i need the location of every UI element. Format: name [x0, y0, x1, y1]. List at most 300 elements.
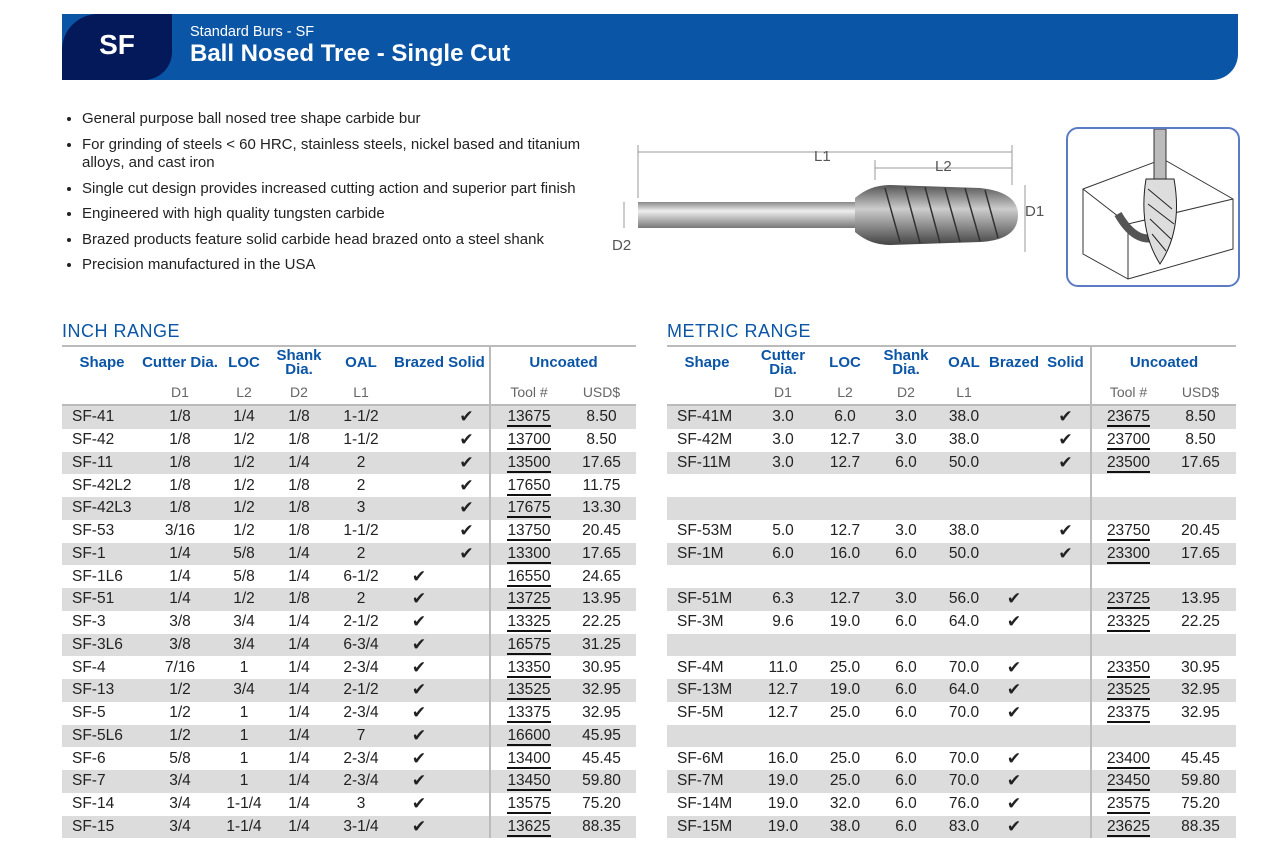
loc-cell: 1/4: [233, 408, 255, 426]
solid-check-icon: ✔: [459, 475, 474, 495]
table-row: [62, 497, 636, 520]
oal-cell: 2-1/2: [343, 681, 379, 699]
shape-cell: SF-53: [72, 522, 115, 540]
shank-dia-cell: 1/4: [288, 681, 310, 699]
brazed-check-icon: ✔: [1006, 703, 1022, 723]
solid-check-icon: ✔: [459, 543, 474, 563]
shape-cell: SF-1: [72, 544, 106, 562]
table-row: [62, 679, 636, 702]
series-code: SF: [99, 29, 135, 60]
shank-dia-cell: [871, 497, 941, 520]
tool-number-link[interactable]: 23575: [1106, 795, 1151, 813]
col-header-loc: LOC: [829, 354, 861, 371]
tool-number-link[interactable]: 13400: [507, 749, 551, 767]
table-row: [667, 611, 1236, 634]
cutter-dia-cell: [747, 474, 819, 497]
col-header-cutter: Cutter Dia.: [760, 347, 806, 378]
col-header-shank: Shank Dia.: [276, 347, 322, 378]
loc-cell: [819, 497, 871, 520]
price-cell: 22.25: [1181, 613, 1220, 631]
shape-cell: [667, 497, 747, 520]
shape-cell: SF-5L6: [72, 726, 123, 744]
shank-dia-cell: 1/4: [288, 795, 310, 813]
feature-item: • Single cut design provides increased cutting action and superior part finish: [82, 180, 622, 199]
brazed-check-icon: [394, 497, 444, 520]
cutter-dia-cell: 9.6: [772, 613, 794, 631]
oal-cell: 64.0: [948, 613, 980, 631]
solid-check-icon: [1041, 474, 1091, 497]
price-cell: 11.75: [582, 476, 621, 494]
cutter-dia-cell: 3/4: [169, 772, 191, 790]
shape-cell: SF-11: [72, 453, 114, 471]
col-symbol-l1: L1: [328, 379, 394, 405]
table-row: [667, 520, 1236, 543]
brazed-check-icon: ✔: [411, 725, 427, 745]
shape-cell: SF-41: [72, 408, 115, 426]
tool-number-link[interactable]: 17650: [507, 476, 551, 494]
oal-cell: 2-1/2: [343, 613, 379, 631]
oal-cell: 38.0: [948, 522, 980, 540]
shank-dia-cell: 6.0: [895, 544, 917, 562]
cutter-dia-cell: 1/8: [169, 408, 191, 426]
shank-dia-cell: 1/4: [288, 726, 310, 744]
oal-cell: [941, 725, 987, 748]
price-cell: [1165, 497, 1236, 520]
price-cell: [1165, 474, 1236, 497]
table-row: [62, 520, 636, 543]
table-row: [667, 770, 1236, 793]
cutter-dia-cell: 3/4: [169, 795, 191, 813]
loc-cell: 3/4: [233, 613, 255, 631]
loc-cell: 1: [239, 726, 249, 744]
shank-dia-cell: 1/8: [288, 499, 310, 517]
oal-cell: 70.0: [948, 772, 980, 790]
table-row: [667, 588, 1236, 611]
tool-number-link[interactable]: 23350: [1106, 658, 1151, 676]
price-cell: [1165, 634, 1236, 657]
dim-d1: D1: [1025, 203, 1045, 220]
solid-check-icon: [444, 793, 490, 816]
oal-cell: 2: [356, 476, 366, 494]
shape-cell: SF-1L6: [72, 567, 123, 585]
table-row: [62, 543, 636, 566]
solid-check-icon: [1041, 770, 1091, 793]
tool-number-link[interactable]: 13725: [507, 590, 551, 608]
shank-dia-cell: 1/4: [288, 635, 310, 653]
oal-cell: 38.0: [948, 408, 980, 426]
tool-number-link[interactable]: 16600: [507, 726, 551, 744]
brazed-check-icon: [987, 474, 1041, 497]
cutter-dia-cell: 1/4: [169, 590, 191, 608]
shape-cell: SF-42: [72, 431, 115, 449]
oal-cell: 6-3/4: [343, 635, 379, 653]
shank-dia-cell: 1/4: [288, 544, 310, 562]
solid-check-icon: [1041, 634, 1091, 657]
oal-cell: 6-1/2: [343, 567, 379, 585]
oal-cell: [941, 474, 987, 497]
solid-check-icon: [1041, 816, 1091, 839]
table-row: [62, 747, 636, 770]
shank-dia-cell: [871, 725, 941, 748]
shape-cell: SF-15: [72, 817, 115, 835]
tool-number-link[interactable]: 13525: [507, 681, 551, 699]
oal-cell: 70.0: [948, 704, 980, 722]
loc-cell: 25.0: [829, 704, 861, 722]
brazed-check-icon: [987, 520, 1041, 543]
shape-cell: SF-7: [72, 772, 106, 790]
price-cell: 32.95: [582, 681, 621, 699]
price-cell: 8.50: [1185, 408, 1216, 426]
tool-number-link[interactable]: 13300: [507, 544, 551, 562]
shank-dia-cell: 3.0: [895, 522, 917, 540]
solid-check-icon: [1041, 565, 1091, 588]
shape-cell: [667, 565, 747, 588]
table-row: [62, 634, 636, 657]
shank-dia-cell: [871, 634, 941, 657]
tool-number-link[interactable]: 13375: [507, 704, 551, 722]
brazed-check-icon: ✔: [1006, 771, 1022, 791]
cutter-dia-cell: 5.0: [772, 522, 794, 540]
shape-cell: [667, 725, 747, 748]
shank-dia-cell: 6.0: [895, 749, 917, 767]
tool-number-link[interactable]: 13750: [507, 522, 551, 540]
shank-dia-cell: 6.0: [895, 453, 917, 471]
cutter-dia-cell: [747, 565, 819, 588]
price-cell: 17.65: [1181, 544, 1220, 562]
cutter-dia-cell: 1/2: [169, 726, 191, 744]
inch-range-table: [62, 345, 636, 838]
tool-number-link[interactable]: 13700: [507, 431, 551, 449]
price-cell: 20.45: [582, 522, 621, 540]
feature-item: • For grinding of steels < 60 HRC, stainless steels, nickel based and titanium alloys, and cast iron: [82, 136, 622, 173]
brazed-check-icon: ✔: [1006, 680, 1022, 700]
solid-check-icon: ✔: [459, 452, 474, 472]
oal-cell: 2-3/4: [343, 749, 379, 767]
price-cell: [1165, 725, 1236, 748]
solid-check-icon: [1041, 702, 1091, 725]
col-header-usd: USD$: [567, 379, 636, 405]
price-cell: 32.95: [1181, 704, 1220, 722]
price-cell: 8.50: [586, 431, 617, 449]
feature-item: • Precision manufactured in the USA: [82, 256, 622, 275]
cutter-dia-cell: 16.0: [767, 749, 799, 767]
col-symbol-l2: L2: [819, 379, 871, 405]
feature-item: • Engineered with high quality tungsten carbide: [82, 205, 622, 224]
solid-check-icon: [444, 702, 490, 725]
shape-cell: SF-14: [72, 795, 115, 813]
solid-check-icon: [444, 588, 490, 611]
tool-number-link[interactable]: 23375: [1106, 704, 1151, 722]
cutter-dia-cell: 1/8: [169, 499, 191, 517]
tool-number-link[interactable]: 23500: [1106, 453, 1151, 471]
tool-number-link[interactable]: 23675: [1106, 408, 1151, 426]
brazed-check-icon: [394, 543, 444, 566]
brazed-check-icon: [987, 452, 1041, 475]
tool-number-link[interactable]: 23700: [1106, 431, 1151, 449]
shape-cell: SF-14M: [677, 795, 733, 813]
brazed-check-icon: [394, 520, 444, 543]
tool-number-link[interactable]: 23725: [1106, 590, 1151, 608]
price-cell: 8.50: [1185, 431, 1216, 449]
shape-cell: SF-7M: [677, 772, 724, 790]
loc-cell: 12.7: [829, 590, 861, 608]
oal-cell: 2-3/4: [343, 658, 379, 676]
cutter-dia-cell: 5/8: [169, 749, 191, 767]
shank-dia-cell: 3.0: [895, 431, 917, 449]
col-symbol-d1: D1: [747, 379, 819, 405]
brazed-check-icon: [987, 429, 1041, 452]
tool-number-link[interactable]: 13500: [507, 453, 551, 471]
feature-item: • Brazed products feature solid carbide head brazed onto a steel shank: [82, 231, 622, 250]
brazed-check-icon: ✔: [411, 589, 427, 609]
col-header-cutter: Cutter Dia.: [142, 354, 218, 371]
oal-cell: 70.0: [948, 658, 980, 676]
oal-cell: 56.0: [948, 590, 980, 608]
shank-dia-cell: 6.0: [895, 817, 917, 835]
shape-cell: SF-42M: [677, 431, 733, 449]
loc-cell: 5/8: [233, 567, 255, 585]
shank-dia-cell: 1/4: [288, 817, 310, 835]
tool-number-link[interactable]: 16575: [507, 635, 551, 653]
price-cell: 88.35: [1181, 817, 1220, 835]
shape-cell: SF-3L6: [72, 635, 123, 653]
col-header-shape: Shape: [684, 354, 730, 371]
cutter-dia-cell: 12.7: [767, 681, 799, 699]
col-header-shank: Shank Dia.: [883, 347, 929, 378]
loc-cell: 1/2: [233, 431, 255, 449]
cutter-dia-cell: 1/8: [169, 431, 191, 449]
solid-check-icon: ✔: [459, 430, 474, 450]
oal-cell: 64.0: [948, 681, 980, 699]
cutter-dia-cell: 6.0: [772, 544, 794, 562]
table-row: [62, 611, 636, 634]
cutter-dia-cell: 3/4: [169, 817, 191, 835]
col-header-brazed: Brazed: [988, 354, 1040, 371]
table-row: [667, 565, 1236, 588]
tool-number-link[interactable]: 16550: [507, 567, 551, 585]
table-row: [667, 793, 1236, 816]
loc-cell: 5/8: [233, 544, 255, 562]
shape-cell: SF-6: [72, 749, 106, 767]
shank-dia-cell: [871, 565, 941, 588]
tool-number-link[interactable]: 23750: [1106, 522, 1151, 540]
inch-range-title: INCH RANGE: [62, 321, 181, 341]
shape-cell: SF-5: [72, 704, 106, 722]
loc-cell: 25.0: [829, 658, 861, 676]
tool-number-link[interactable]: 13675: [507, 408, 551, 426]
shank-dia-cell: 1/4: [288, 453, 310, 471]
table-row: [62, 702, 636, 725]
table-row: [62, 452, 636, 475]
dim-l1: L1: [814, 148, 831, 165]
solid-check-icon: [1041, 588, 1091, 611]
brazed-check-icon: ✔: [1006, 589, 1022, 609]
table-row: [62, 588, 636, 611]
loc-cell: [819, 474, 871, 497]
loc-cell: [819, 634, 871, 657]
brazed-check-icon: ✔: [411, 794, 427, 814]
cutter-dia-cell: 1/2: [169, 704, 191, 722]
solid-check-icon: ✔: [459, 498, 474, 518]
cutter-dia-cell: 1/4: [169, 544, 191, 562]
loc-cell: 38.0: [829, 817, 861, 835]
price-cell: 45.45: [582, 749, 621, 767]
table-row: [667, 429, 1236, 452]
shank-dia-cell: 1/4: [288, 658, 310, 676]
brazed-check-icon: [394, 405, 444, 429]
shank-dia-cell: 3.0: [895, 408, 917, 426]
table-row: [667, 816, 1236, 839]
shape-cell: SF-51M: [677, 590, 733, 608]
shank-dia-cell: 6.0: [895, 681, 917, 699]
shape-cell: SF-3: [72, 613, 106, 631]
shape-cell: SF-3M: [677, 613, 724, 631]
solid-check-icon: [444, 725, 490, 748]
brazed-check-icon: [987, 405, 1041, 429]
dim-d2: D2: [612, 237, 632, 254]
shank-dia-cell: 1/8: [288, 476, 310, 494]
loc-cell: 19.0: [829, 681, 861, 699]
table-row: [667, 702, 1236, 725]
cutter-dia-cell: 19.0: [767, 817, 799, 835]
price-cell: 32.95: [1181, 681, 1220, 699]
brazed-check-icon: [987, 634, 1041, 657]
table-row: [667, 656, 1236, 679]
price-cell: 8.50: [586, 408, 617, 426]
cutter-dia-cell: 7/16: [164, 658, 196, 676]
shank-dia-cell: 3.0: [895, 590, 917, 608]
price-cell: 45.95: [582, 726, 621, 744]
loc-cell: [819, 565, 871, 588]
brazed-check-icon: [987, 543, 1041, 566]
col-symbol-l2: L2: [218, 379, 270, 405]
price-cell: 31.25: [582, 635, 621, 653]
table-row: [667, 634, 1236, 657]
col-header-shape: Shape: [79, 354, 125, 371]
tool-number-link[interactable]: 13350: [507, 658, 551, 676]
tool-number-link[interactable]: 13450: [507, 772, 551, 790]
col-header-tool: Tool #: [490, 379, 567, 405]
oal-cell: 2: [356, 453, 366, 471]
header-subtitle: Standard Burs - SF: [190, 24, 315, 40]
cutter-dia-cell: 11.0: [768, 658, 798, 676]
oal-cell: 3: [356, 795, 366, 813]
cutter-dia-cell: 3/8: [169, 613, 191, 631]
price-cell: 13.95: [1181, 590, 1220, 608]
loc-cell: [819, 725, 871, 748]
tool-number-link[interactable]: 23625: [1106, 817, 1151, 835]
brazed-check-icon: ✔: [1006, 794, 1022, 814]
shape-cell: SF-6M: [677, 749, 724, 767]
table-row: [667, 474, 1236, 497]
tool-number-link[interactable]: 23400: [1106, 749, 1151, 767]
brazed-check-icon: ✔: [411, 634, 427, 654]
table-row: [62, 725, 636, 748]
shank-dia-cell: 6.0: [895, 795, 917, 813]
cutter-dia-cell: 19.0: [767, 795, 799, 813]
series-code-tab: [62, 14, 172, 80]
loc-cell: 1/2: [233, 476, 255, 494]
loc-cell: 1/2: [233, 453, 255, 471]
table-row: [667, 725, 1236, 748]
loc-cell: 1-1/4: [226, 817, 262, 835]
brazed-check-icon: [394, 452, 444, 475]
shank-dia-cell: 6.0: [895, 772, 917, 790]
col-header-oal: OAL: [345, 354, 377, 371]
col-symbol-d2: D2: [270, 379, 328, 405]
price-cell: 17.65: [582, 453, 621, 471]
shank-dia-cell: 1/4: [288, 567, 310, 585]
tool-number-link[interactable]: 17675: [507, 499, 551, 517]
shape-cell: SF-4: [72, 658, 106, 676]
tool-number-link[interactable]: 13625: [507, 817, 551, 835]
shank-dia-cell: 1/4: [288, 772, 310, 790]
tool-number-link[interactable]: 13325: [507, 613, 551, 631]
col-header-loc: LOC: [228, 354, 260, 371]
tool-number-link[interactable]: 23450: [1106, 772, 1151, 790]
table-row: [62, 405, 636, 429]
shape-cell: SF-15M: [677, 817, 733, 835]
loc-cell: 1-1/4: [226, 795, 262, 813]
col-symbol-d1: D1: [142, 379, 218, 405]
table-row: [62, 770, 636, 793]
solid-check-icon: [1041, 611, 1091, 634]
solid-check-icon: [444, 679, 490, 702]
table-row: [667, 452, 1236, 475]
table-row: [667, 405, 1236, 429]
col-symbol-l1: L1: [941, 379, 987, 405]
tool-number-link[interactable]: 23300: [1106, 544, 1151, 562]
loc-cell: 1/2: [233, 499, 255, 517]
brazed-check-icon: ✔: [411, 657, 427, 677]
table-row: [62, 816, 636, 839]
solid-check-icon: [444, 656, 490, 679]
shape-cell: SF-41M: [677, 408, 733, 426]
price-cell: 45.45: [1181, 749, 1220, 767]
shank-dia-cell: 1/4: [288, 749, 310, 767]
cutter-dia-cell: 1/8: [169, 476, 191, 494]
table-row: [667, 747, 1236, 770]
shank-dia-cell: 1/8: [288, 590, 310, 608]
tool-number-link[interactable]: 23325: [1106, 613, 1151, 631]
oal-cell: 1-1/2: [343, 431, 379, 449]
shape-cell: SF-4M: [677, 658, 724, 676]
loc-cell: 16.0: [829, 544, 861, 562]
cutter-dia-cell: 19.0: [767, 772, 799, 790]
oal-cell: 1-1/2: [343, 522, 379, 540]
tool-number-link[interactable]: 13575: [507, 795, 551, 813]
cutter-dia-cell: 12.7: [767, 704, 799, 722]
price-cell: 88.35: [582, 817, 621, 835]
price-cell: 32.95: [582, 704, 621, 722]
oal-cell: [941, 634, 987, 657]
tool-number-link[interactable]: 23525: [1106, 681, 1151, 699]
col-header-oal: OAL: [948, 354, 980, 371]
shape-cell: SF-53M: [677, 522, 733, 540]
table-row: [62, 656, 636, 679]
loc-cell: 25.0: [829, 749, 861, 767]
shank-dia-cell: 6.0: [895, 658, 917, 676]
oal-cell: 2-3/4: [343, 772, 379, 790]
table-row: [62, 793, 636, 816]
loc-cell: 12.7: [829, 522, 861, 540]
price-cell: 24.65: [582, 567, 621, 585]
loc-cell: 25.0: [829, 772, 861, 790]
shank-dia-cell: [871, 474, 941, 497]
loc-cell: 1: [239, 704, 249, 722]
table-row: [62, 429, 636, 452]
shank-dia-cell: 1/8: [288, 408, 310, 426]
